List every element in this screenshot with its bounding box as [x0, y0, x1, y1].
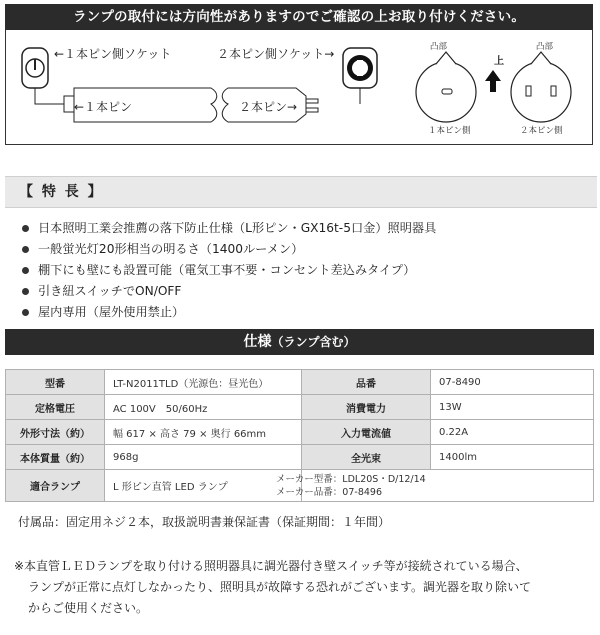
note-line: からご使用ください。 [28, 601, 149, 615]
table-row [6, 395, 594, 420]
spec-header: 全光束 [302, 445, 431, 470]
maker-model: メーカー型番：LDL20S・D/12/14 [276, 473, 426, 485]
spec-header: 外形寸法（約） [6, 420, 105, 445]
spec-header: 入力電流値 [302, 420, 431, 445]
one-pin-label: ←１本ピン [74, 100, 133, 114]
accessory-text: 付属品：固定用ネジ２本，取扱説明書兼保証書（保証期間：１年間） [18, 515, 391, 529]
spec-value: 幅 617 × 高さ 79 × 奥行 66mm [105, 420, 302, 445]
spec-heading-bar [5, 329, 594, 355]
two-pin-label: ２本ピン→ [239, 100, 298, 114]
maker-number: メーカー品番：07-8496 [276, 486, 383, 498]
spec-header: 適合ランプ [6, 470, 105, 502]
one-pin-socket-icon [22, 48, 48, 88]
table-row [6, 445, 594, 470]
caution-note [14, 556, 594, 619]
up-arrow-icon [485, 70, 501, 92]
features-list [20, 218, 590, 323]
maker-info-cell [276, 470, 594, 502]
convex-label-right: 凸部 [536, 42, 554, 52]
two-pin-socket-icon [343, 48, 377, 88]
features-heading: 【 特 長 】 [19, 184, 104, 200]
spec-value: 13W [431, 395, 594, 420]
mounting-notice-bar: ランプの取付には方向性がありますのでご確認の上お取り付けください。 [5, 4, 593, 30]
spec-value: 07-8490 [431, 370, 594, 395]
spec-title: 仕様 [243, 334, 272, 350]
feature-item: 引き紐スイッチでON/OFF [20, 281, 590, 302]
feature-item: 一般蛍光灯20形相当の明るさ（1400ルーメン） [20, 239, 590, 260]
one-pin-end-cap-icon [416, 52, 476, 122]
installation-diagram [5, 30, 593, 145]
spec-header: 定格電圧 [6, 395, 105, 420]
table-row [6, 370, 594, 395]
feature-item: 日本照明工業会推薦の落下防止仕様（L形ピン・GX16t-5口金）照明器具 [20, 218, 590, 239]
feature-item: 屋内専用（屋外使用禁止） [20, 302, 590, 323]
spec-value: LT-N2011TLD（光源色：昼光色） [105, 370, 302, 395]
two-pin-side-label: ２本ピン側 [520, 126, 563, 136]
table-row [6, 470, 594, 502]
note-line: ※本直管ＬＥＤランプを取り付ける照明器具に調光器付き壁スイッチ等が接続されている場合、 [14, 559, 528, 573]
spec-value: L 形ピン直管 LED ランプ [105, 470, 302, 502]
note-line: ランプが正常に点灯しなかったり、照明具が故障する恐れがございます。調光器を取り除いて [28, 580, 532, 594]
spec-header: 型番 [6, 370, 105, 395]
spec-table [5, 369, 594, 502]
spec-header: 本体質量（約） [6, 445, 105, 470]
spec-subtitle: （ランプ含む） [271, 335, 356, 349]
two-pin-end-cap-icon [511, 52, 571, 122]
spec-header: 品番 [302, 370, 431, 395]
spec-value: 968g [105, 445, 302, 470]
table-row [6, 420, 594, 445]
one-pin-side-label: １本ピン側 [428, 126, 471, 136]
one-pin-socket-label: ←１本ピン側ソケット [54, 47, 172, 61]
features-heading-bar [5, 176, 597, 208]
spec-value: 1400lm [431, 445, 594, 470]
spec-header: 消費電力 [302, 395, 431, 420]
convex-label-left: 凸部 [430, 42, 448, 52]
spec-value: AC 100V 50/60Hz [105, 395, 302, 420]
spec-value: 0.22A [431, 420, 594, 445]
two-pin-socket-label: ２本ピン側ソケット→ [217, 47, 335, 61]
feature-item: 棚下にも壁にも設置可能（電気工事不要・コンセント差込みタイプ） [20, 260, 590, 281]
up-label: 上 [494, 56, 504, 67]
